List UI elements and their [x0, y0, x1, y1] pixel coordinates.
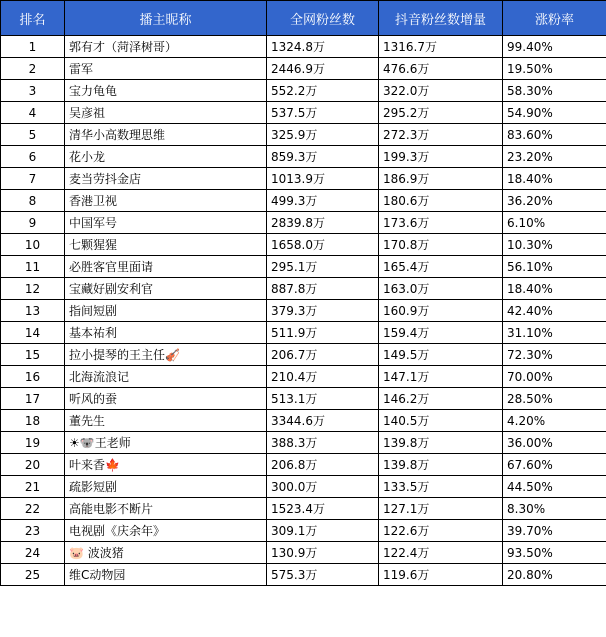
total-fans-cell: 309.1万 — [267, 520, 379, 542]
total-fans-cell: 1658.0万 — [267, 234, 379, 256]
douyin-increment-cell: 272.3万 — [379, 124, 503, 146]
total-fans-cell: 1523.4万 — [267, 498, 379, 520]
rank-cell: 19 — [1, 432, 65, 454]
table-row — [1, 102, 606, 124]
growth-rate-cell: 93.50% — [503, 542, 606, 564]
table-row — [1, 80, 606, 102]
rank-cell: 24 — [1, 542, 65, 564]
rank-cell: 13 — [1, 300, 65, 322]
table-row — [1, 278, 606, 300]
rank-cell: 15 — [1, 344, 65, 366]
total-fans-cell: 295.1万 — [267, 256, 379, 278]
growth-rate-cell: 20.80% — [503, 564, 606, 586]
rank-cell: 20 — [1, 454, 65, 476]
total-fans-cell: 537.5万 — [267, 102, 379, 124]
nickname-cell: 董先生 — [65, 410, 267, 432]
douyin-increment-cell: 295.2万 — [379, 102, 503, 124]
total-fans-cell: 300.0万 — [267, 476, 379, 498]
rank-cell: 23 — [1, 520, 65, 542]
header-growth-rate: 涨粉率 — [503, 1, 606, 36]
nickname-cell: 麦当劳抖金店 — [65, 168, 267, 190]
growth-rate-cell: 39.70% — [503, 520, 606, 542]
douyin-increment-cell: 159.4万 — [379, 322, 503, 344]
rank-cell: 8 — [1, 190, 65, 212]
douyin-increment-cell: 180.6万 — [379, 190, 503, 212]
douyin-increment-cell: 147.1万 — [379, 366, 503, 388]
table-row — [1, 388, 606, 410]
table-row — [1, 498, 606, 520]
douyin-increment-cell: 163.0万 — [379, 278, 503, 300]
header-nickname: 播主昵称 — [65, 1, 267, 36]
header-total-fans: 全网粉丝数 — [267, 1, 379, 36]
growth-rate-cell: 72.30% — [503, 344, 606, 366]
total-fans-cell: 1324.8万 — [267, 36, 379, 58]
nickname-cell: 雷军 — [65, 58, 267, 80]
total-fans-cell: 1013.9万 — [267, 168, 379, 190]
growth-rate-cell: 83.60% — [503, 124, 606, 146]
growth-rate-cell: 18.40% — [503, 168, 606, 190]
rank-cell: 17 — [1, 388, 65, 410]
total-fans-cell: 3344.6万 — [267, 410, 379, 432]
douyin-increment-cell: 173.6万 — [379, 212, 503, 234]
douyin-increment-cell: 146.2万 — [379, 388, 503, 410]
total-fans-cell: 130.9万 — [267, 542, 379, 564]
header-douyin-increment: 抖音粉丝数增量 — [379, 1, 503, 36]
rank-cell: 16 — [1, 366, 65, 388]
growth-rate-cell: 8.30% — [503, 498, 606, 520]
douyin-increment-cell: 186.9万 — [379, 168, 503, 190]
nickname-cell: 高能电影不断片 — [65, 498, 267, 520]
rank-cell: 12 — [1, 278, 65, 300]
growth-rate-cell: 44.50% — [503, 476, 606, 498]
rank-cell: 11 — [1, 256, 65, 278]
nickname-cell: 必胜客官里面请 — [65, 256, 267, 278]
douyin-increment-cell: 122.6万 — [379, 520, 503, 542]
rank-cell: 2 — [1, 58, 65, 80]
total-fans-cell: 511.9万 — [267, 322, 379, 344]
rank-cell: 21 — [1, 476, 65, 498]
table-row — [1, 454, 606, 476]
nickname-cell: 疏影短剧 — [65, 476, 267, 498]
total-fans-cell: 206.7万 — [267, 344, 379, 366]
table-row — [1, 564, 606, 586]
table-row — [1, 432, 606, 454]
douyin-increment-cell: 165.4万 — [379, 256, 503, 278]
douyin-increment-cell: 127.1万 — [379, 498, 503, 520]
growth-rate-cell: 28.50% — [503, 388, 606, 410]
rank-cell: 10 — [1, 234, 65, 256]
douyin-increment-cell: 476.6万 — [379, 58, 503, 80]
table-row — [1, 256, 606, 278]
table-row — [1, 322, 606, 344]
rank-cell: 6 — [1, 146, 65, 168]
rank-cell: 3 — [1, 80, 65, 102]
douyin-increment-cell: 139.8万 — [379, 432, 503, 454]
douyin-increment-cell: 149.5万 — [379, 344, 503, 366]
nickname-cell: 吴彦祖 — [65, 102, 267, 124]
total-fans-cell: 575.3万 — [267, 564, 379, 586]
rank-cell: 22 — [1, 498, 65, 520]
table-row — [1, 520, 606, 542]
douyin-increment-cell: 170.8万 — [379, 234, 503, 256]
total-fans-cell: 2446.9万 — [267, 58, 379, 80]
header-row — [1, 1, 606, 36]
table-row — [1, 124, 606, 146]
total-fans-cell: 206.8万 — [267, 454, 379, 476]
table-row — [1, 366, 606, 388]
rank-cell: 4 — [1, 102, 65, 124]
total-fans-cell: 388.3万 — [267, 432, 379, 454]
nickname-cell: 郭有才（菏泽树哥） — [65, 36, 267, 58]
douyin-increment-cell: 1316.7万 — [379, 36, 503, 58]
douyin-increment-cell: 119.6万 — [379, 564, 503, 586]
rank-cell: 1 — [1, 36, 65, 58]
table-row — [1, 344, 606, 366]
table-row — [1, 234, 606, 256]
nickname-cell: 七颗猩猩 — [65, 234, 267, 256]
table-row — [1, 190, 606, 212]
growth-rate-cell: 70.00% — [503, 366, 606, 388]
growth-rate-cell: 58.30% — [503, 80, 606, 102]
total-fans-cell: 2839.8万 — [267, 212, 379, 234]
total-fans-cell: 552.2万 — [267, 80, 379, 102]
total-fans-cell: 499.3万 — [267, 190, 379, 212]
growth-rate-cell: 19.50% — [503, 58, 606, 80]
nickname-cell: 花小龙 — [65, 146, 267, 168]
growth-rate-cell: 31.10% — [503, 322, 606, 344]
total-fans-cell: 887.8万 — [267, 278, 379, 300]
table-row — [1, 146, 606, 168]
growth-rate-cell: 36.00% — [503, 432, 606, 454]
nickname-cell: 宝藏好剧安利官 — [65, 278, 267, 300]
growth-rate-cell: 67.60% — [503, 454, 606, 476]
growth-rate-cell: 54.90% — [503, 102, 606, 124]
nickname-cell: 基本祐利 — [65, 322, 267, 344]
douyin-increment-cell: 122.4万 — [379, 542, 503, 564]
growth-rate-cell: 6.10% — [503, 212, 606, 234]
total-fans-cell: 859.3万 — [267, 146, 379, 168]
douyin-increment-cell: 133.5万 — [379, 476, 503, 498]
nickname-cell: 🐷 波波猪 — [65, 542, 267, 564]
nickname-cell: 维C动物园 — [65, 564, 267, 586]
rank-cell: 9 — [1, 212, 65, 234]
douyin-increment-cell: 140.5万 — [379, 410, 503, 432]
growth-rate-cell: 10.30% — [503, 234, 606, 256]
rank-cell: 18 — [1, 410, 65, 432]
total-fans-cell: 325.9万 — [267, 124, 379, 146]
rank-cell: 7 — [1, 168, 65, 190]
nickname-cell: 北海流浪记 — [65, 366, 267, 388]
total-fans-cell: 379.3万 — [267, 300, 379, 322]
douyin-increment-cell: 139.8万 — [379, 454, 503, 476]
douyin-increment-cell: 322.0万 — [379, 80, 503, 102]
table-row — [1, 410, 606, 432]
nickname-cell: ☀🐨王老师 — [65, 432, 267, 454]
nickname-cell: 叶来香🍁 — [65, 454, 267, 476]
growth-rate-cell: 99.40% — [503, 36, 606, 58]
nickname-cell: 电视剧《庆余年》 — [65, 520, 267, 542]
growth-rate-cell: 18.40% — [503, 278, 606, 300]
nickname-cell: 指间短剧 — [65, 300, 267, 322]
nickname-cell: 中国军号 — [65, 212, 267, 234]
growth-rate-cell: 4.20% — [503, 410, 606, 432]
growth-rate-cell: 42.40% — [503, 300, 606, 322]
nickname-cell: 听风的蚕 — [65, 388, 267, 410]
header-rank: 排名 — [1, 1, 65, 36]
nickname-cell: 宝力龟龟 — [65, 80, 267, 102]
growth-rate-cell: 56.10% — [503, 256, 606, 278]
total-fans-cell: 513.1万 — [267, 388, 379, 410]
table-row — [1, 476, 606, 498]
table-row — [1, 212, 606, 234]
nickname-cell: 香港卫视 — [65, 190, 267, 212]
growth-rate-cell: 23.20% — [503, 146, 606, 168]
nickname-cell: 清华小高数理思维 — [65, 124, 267, 146]
table-row — [1, 36, 606, 58]
total-fans-cell: 210.4万 — [267, 366, 379, 388]
douyin-increment-cell: 160.9万 — [379, 300, 503, 322]
rank-cell: 5 — [1, 124, 65, 146]
rank-cell: 14 — [1, 322, 65, 344]
table-row — [1, 168, 606, 190]
growth-rate-cell: 36.20% — [503, 190, 606, 212]
douyin-increment-cell: 199.3万 — [379, 146, 503, 168]
rank-cell: 25 — [1, 564, 65, 586]
nickname-cell: 拉小提琴的王主任🎻 — [65, 344, 267, 366]
table-row — [1, 300, 606, 322]
table-row — [1, 58, 606, 80]
table-row — [1, 542, 606, 564]
